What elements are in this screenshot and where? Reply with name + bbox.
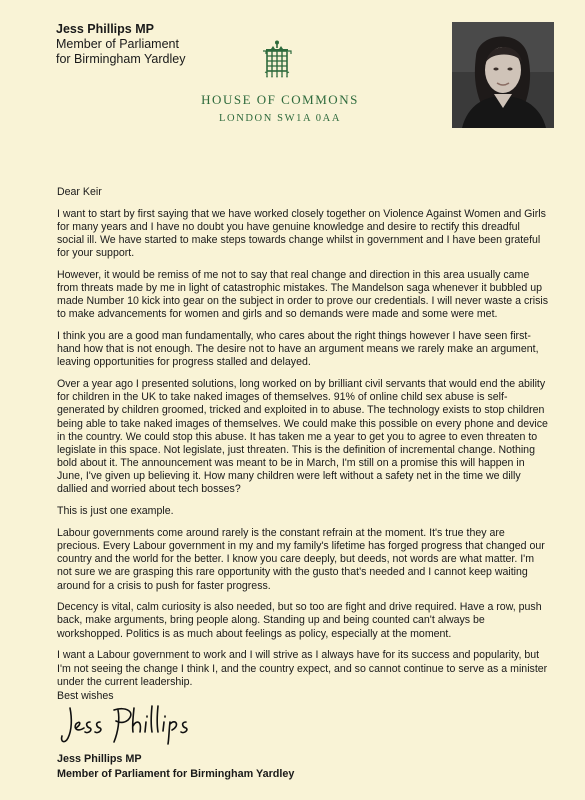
signoff: Best wishes [57, 690, 114, 702]
mp-role-line1: Member of Parliament [56, 37, 179, 51]
paragraph: Over a year ago I presented solutions, long worked on by brilliant civil servants that would end the ability for children in the UK to take naked images of themselves. 91% of online child sex abuse is self-generated by children groomed, tricked and exploited in to abuse. The technology exists to stop children being able to take naked images of themselves. We could make this possible on every phone and device in the country. We could stop this abuse. It has taken me a year to get you to agree to even threaten to legislate in this space. Not legislate, just threaten. This is the definition of incremental change. Nothing bold about it. The announcement was meant to be in March, I'm still on a promise this will happen in June, I've given up believing it. How many children were left without a safety net in the time we dilly dallied and worried about tech bosses? [57, 378, 548, 496]
paragraph: I think you are a good man fundamentally, who cares about the right things however I have seen first-hand how that is not enough. The desire not to have an argument means we rarely make an argument, leaving opportunities for progress stalled and delayed. [57, 330, 539, 369]
address-line: LONDON SW1A 0AA [219, 113, 341, 124]
salutation: Dear Keir [57, 186, 102, 198]
portcullis-icon [262, 40, 292, 80]
paragraph: However, it would be remiss of me not to say that real change and direction in this area usually came from threats made by me in light of catastrophic mistakes. The Mandelson saga whenever it bubbled up made Number 10 kick into gear on the subject in order to prove our credentials. I will never waste a crisis to make advancements for women and girls and so demands were made and some were met. [57, 268, 549, 321]
handwritten-signature [56, 700, 196, 746]
mp-role-line2: for Birmingham Yardley [56, 52, 186, 66]
closing-role: Member of Parliament for Birmingham Yardley [57, 768, 295, 780]
paragraph: I want to start by first saying that we have worked closely together on Violence Against Women and Girls for many years and I have no doubt you have genuine knowledge and desire to rectify this dreadful social ill. We have started to make steps towards change whilst in government and I have been grateful for your support. [57, 207, 546, 260]
paragraph: Labour governments come around rarely is the constant refrain at the moment. It's true they are precious. Every Labour government in my and my family's lifetime has forged progress that changed our country and the world for the better. I know you care deeply, but deeds, not words are what matter. I'm not sure we are grasping this rare opportunity with the gusto that's needed and I cannot keep waiting around for a crisis to push for faster progress. [57, 526, 545, 592]
paragraph: Decency is vital, calm curiosity is also needed, but so too are fight and drive required. Have a row, push back, make arguments, bring people along. Standing up and being counted can't always be workshopped. Politics is as much about feelings as policy, especially at the moment. [57, 601, 542, 640]
letter-body [57, 186, 549, 697]
mp-name: Jess Phillips MP [56, 22, 154, 36]
mp-details [56, 22, 185, 67]
mp-portrait-photo [452, 22, 554, 128]
house-of-commons-heading: HOUSE OF COMMONS [201, 92, 359, 107]
closing-block [57, 752, 294, 782]
paragraph: I want a Labour government to work and I will strive as I always have for its success and popularity, but I'm not seeing the change I think I, and the country expect, and so cannot continue to serve as a minister under the current leadership. [57, 649, 548, 688]
closing-name: Jess Phillips MP [57, 753, 142, 765]
paragraph: This is just one example. [57, 505, 174, 518]
